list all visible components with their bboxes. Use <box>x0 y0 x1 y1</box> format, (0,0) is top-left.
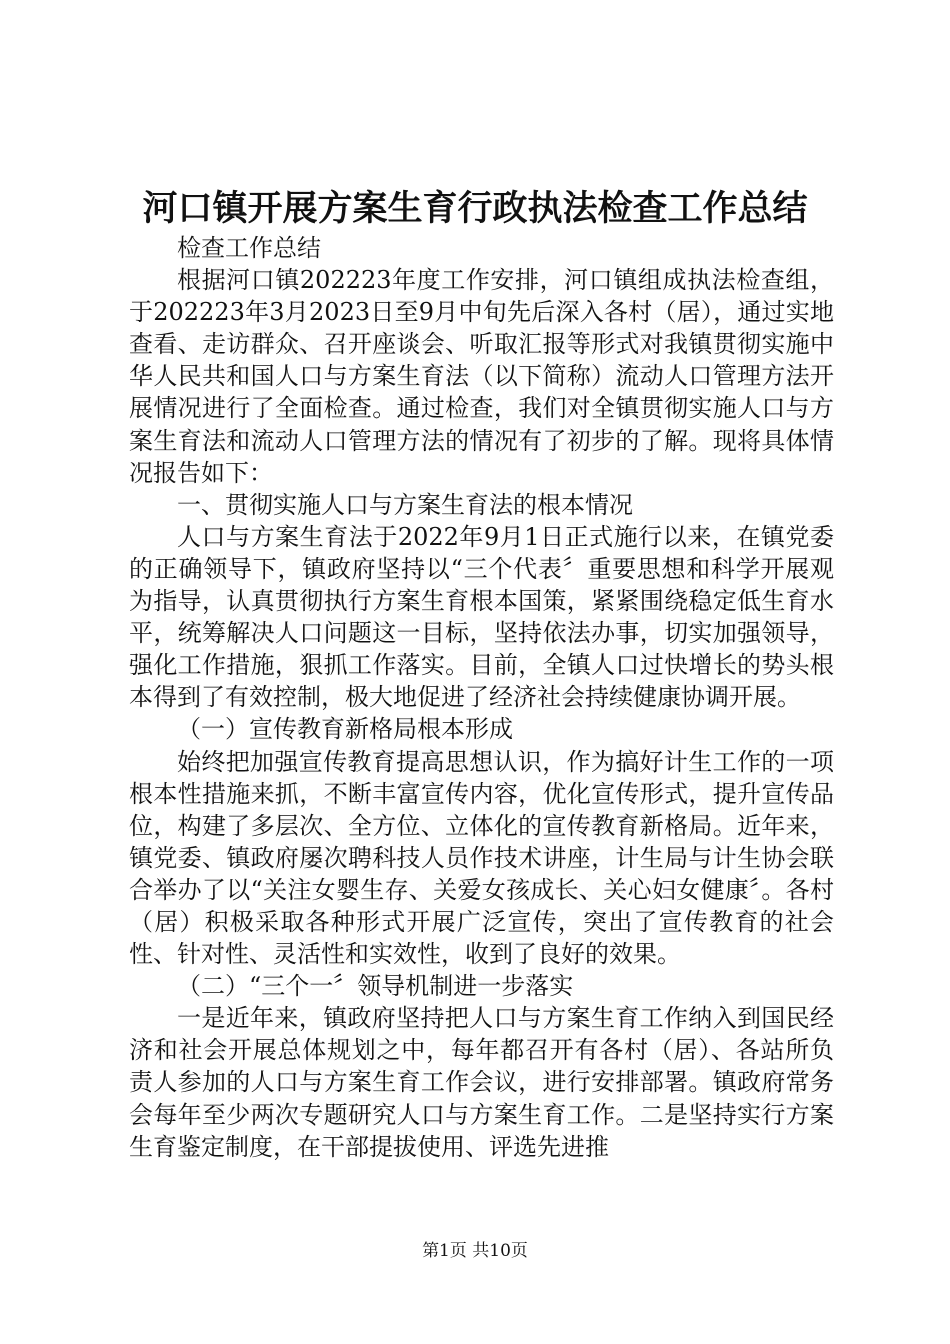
subsection-heading-2: （二）“三个一〞领导机制进一步落实 <box>177 972 574 1001</box>
paragraph-intro: 根据河口镇202223年度工作安排，河口镇组成执法检查组，于202223年3月2023日至9月中旬先后深入各村（居），通过实地查看、走访群众、召开座谈会、听取汇报等形式对我镇贯彻实施中华人民共和国人口与方案生育法（以下简称）流动人口管理方法开展情况进行了全面检查。通过检查，我们对全镇贯彻实施人口与方案生育法和流动人口管理方法的情况有了初步的了解。现将具体情况报告如下： <box>129 266 834 487</box>
paragraph-subsection-1: 始终把加强宣传教育提高思想认识，作为搞好计生工作的一项根本性措施来抓，不断丰富宣传内容，优化宣传形式，提升宣传品位，构建了多层次、全方位、立体化的宣传教育新格局。近年来，镇党委、镇政府屡次聘科技人员作技术讲座，计生局与计生协会联合举办了以“关注女婴生存、关爱女孩成长、关心妇女健康〞。各村（居）积极采取各种形式开展广泛宣传，突出了宣传教育的社会性、针对性、灵活性和实效性，收到了良好的效果。 <box>129 747 834 969</box>
subsection-heading-1: （一）宣传教育新格局根本形成 <box>177 715 513 744</box>
document-body <box>129 232 834 1163</box>
page-footer: 第1页 共10页 <box>422 1241 528 1261</box>
paragraph-subtitle: 检查工作总结 <box>177 234 321 262</box>
section-heading-1: 一、贯彻实施人口与方案生育法的根本情况 <box>177 490 633 519</box>
document-title: 河口镇开展方案生育行政执法检查工作总结 <box>142 188 808 229</box>
paragraph-subsection-2: 一是近年来，镇政府坚持把人口与方案生育工作纳入到国民经济和社会开展总体规划之中，每年都召开有各村（居）、各站所负责人参加的人口与方案生育工作会议，进行安排部署。镇政府常务会每年至少两次专题研究人口与方案生育工作。二是坚持实行方案生育鉴定制度，在干部提拔使用、评选先进推 <box>129 1004 834 1161</box>
paragraph-section-1: 人口与方案生育法于2022年9月1日正式施行以来，在镇党委的正确领导下，镇政府坚持以“三个代表〞重要思想和科学开展观为指导，认真贯彻执行方案生育根本国策，紧紧围绕稳定低生育水平，统筹解决人口问题这一目标，坚持依法办事，切实加强领导，强化工作措施，狠抓工作落实。目前，全镇人口过快增长的势头根本得到了有效控制，极大地促进了经济社会持续健康协调开展。 <box>129 522 834 712</box>
